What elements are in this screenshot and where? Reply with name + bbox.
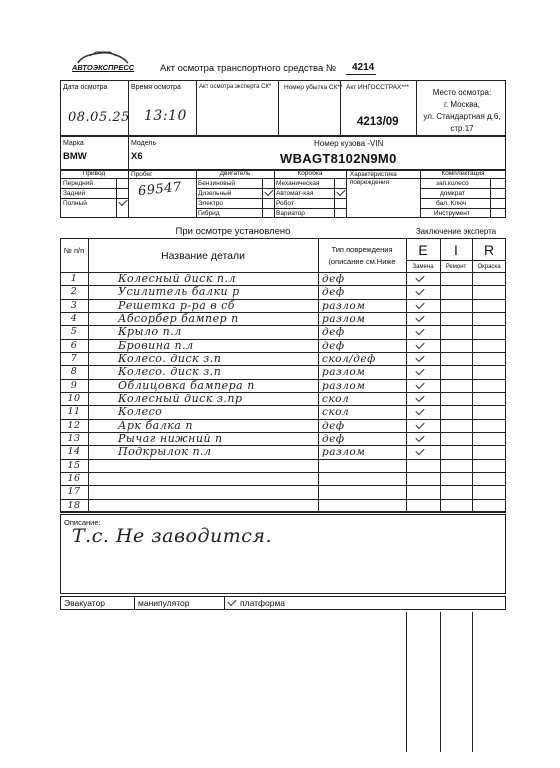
engine-header: Двигатель	[219, 170, 251, 177]
row-part-name: Решетка р-ра в сб	[118, 299, 236, 312]
place-line2: ул. Стандартная д.6,	[423, 112, 501, 121]
col-r-header: R	[483, 242, 495, 258]
row-number: 18	[67, 500, 81, 511]
gearbox-cvt: Вариатор	[276, 210, 305, 217]
row-damage-type: деф	[322, 340, 345, 352]
claim-label: Номер убытка СК**	[284, 84, 343, 91]
row-number: 16	[67, 473, 81, 484]
col-i-header: I	[454, 242, 458, 258]
engine-electric: Электро	[198, 200, 223, 207]
row-number: 12	[67, 420, 81, 431]
kit-spare: зап.колесо	[436, 180, 469, 187]
time-value: 13:10	[144, 108, 187, 124]
engine-petrol: Бензиновый	[198, 180, 236, 187]
row-damage-type: деф	[322, 273, 345, 285]
expert-act-label: Акт осмотра эксперта СК*	[199, 84, 272, 90]
gearbox-robot: Робот	[276, 200, 294, 207]
kit-tools: Инструмент	[434, 210, 470, 217]
row-number: 9	[70, 380, 78, 391]
drive-rear: Задний	[63, 190, 86, 197]
col-type-header: Тип повреждения (описание см.Ниже	[328, 245, 396, 266]
ingos-value: 4213/09	[357, 116, 399, 128]
row-damage-type: разлом	[322, 380, 366, 392]
description-label: Описание:	[64, 518, 101, 527]
place-line1: г. Москва,	[444, 100, 480, 109]
row-number: 8	[70, 366, 78, 377]
col-name-header: Название детали	[161, 250, 245, 262]
document-title: Акт осмотра транспортного средства №	[160, 63, 337, 74]
brand-value: BMW	[63, 151, 87, 162]
date-label: Дата осмотра	[63, 84, 108, 91]
row-part-name: Облицовка бампера п	[118, 379, 255, 392]
engine-hybrid: Гибрид	[198, 210, 220, 217]
row-part-name: Абсорбер бампер п	[118, 312, 239, 325]
gearbox-auto: Автомат-кая	[276, 190, 314, 197]
evacuator-label: Эвакуатор	[64, 598, 106, 608]
company-logo	[72, 48, 134, 74]
col-r-sub: Окраска	[477, 264, 501, 270]
vin-value: WBAGT8102N9M0	[280, 151, 397, 166]
row-damage-type: разлом	[322, 300, 366, 312]
kit-wrench: бал. Ключ	[436, 200, 467, 207]
damage-header: Характеристика повреждения	[350, 171, 397, 186]
kit-header: Комплектация	[441, 170, 485, 177]
model-label: Модель	[131, 140, 157, 147]
manipulator-label: манипулятор	[138, 598, 190, 608]
section-title: При осмотре установлено	[175, 226, 291, 237]
row-part-name: Колесо	[118, 405, 163, 418]
row-damage-type: разлом	[322, 446, 366, 458]
row-damage-type: деф	[322, 326, 345, 338]
drive-full: Полный	[63, 200, 87, 207]
document-number: 4214	[352, 62, 375, 73]
engine-diesel: Дизельный	[198, 190, 232, 197]
row-number: 2	[70, 286, 78, 297]
place-line3: стр.17	[450, 124, 474, 133]
row-damage-type: деф	[322, 433, 345, 445]
row-part-name: Усилитель балки р	[118, 285, 240, 298]
row-part-name: Подкрылок п.л	[118, 445, 212, 458]
row-number: 17	[67, 486, 81, 497]
logo-text: АВТОЭКСПРЕСС	[72, 63, 135, 72]
row-number: 3	[70, 300, 78, 311]
row-part-name: Колесный диск з.пр	[118, 392, 243, 405]
drive-front: Передний	[63, 180, 94, 187]
expert-conclusion-title: Заключение эксперта	[415, 227, 497, 236]
place-label: Место осмотра:	[432, 88, 492, 97]
row-number: 1	[70, 273, 78, 284]
date-value: 08.05.25	[68, 110, 130, 125]
row-part-name: Бровина п.л	[118, 339, 194, 352]
row-number: 10	[67, 393, 81, 404]
row-damage-type: скол/деф	[322, 353, 376, 365]
row-number: 6	[70, 340, 78, 351]
description-text: Т.с. Не заводится.	[72, 525, 273, 547]
row-number: 11	[67, 406, 81, 417]
row-part-name: Колесо. диск з.п	[118, 365, 222, 378]
row-number: 4	[70, 313, 78, 324]
gearbox-manual: Механическая	[276, 180, 320, 187]
row-part-name: Колесный диск п.л	[118, 272, 236, 285]
platform-label: платформа	[240, 598, 286, 608]
col-i-sub: Ремонт	[445, 264, 467, 270]
row-part-name: Крыло п.л	[118, 325, 182, 338]
mileage-value: 69547	[137, 179, 183, 200]
row-number: 5	[70, 326, 78, 337]
mileage-header: Пробег	[131, 171, 153, 178]
row-number: 15	[67, 460, 81, 471]
row-damage-type: разлом	[322, 366, 366, 378]
gearbox-header: Коробка	[297, 170, 323, 177]
row-damage-type: деф	[322, 286, 345, 298]
brand-label: Марка	[63, 140, 84, 147]
drive-header: Привод	[82, 170, 106, 177]
col-e-sub: Замена	[412, 264, 434, 270]
ingos-label: Акт ИНГОССТРАХ***	[346, 84, 409, 91]
row-damage-type: скол	[322, 393, 350, 405]
time-label: Время осмотра	[131, 84, 181, 91]
row-part-name: Рычаг нижний п	[118, 432, 223, 445]
col-number-header: № п/п	[63, 246, 85, 255]
row-number: 14	[67, 446, 81, 457]
row-damage-type: скол	[322, 406, 350, 418]
row-damage-type: деф	[322, 420, 345, 432]
col-e-header: E	[418, 242, 428, 258]
row-number: 13	[67, 433, 81, 444]
model-value: X6	[131, 151, 143, 162]
vin-label: Номер кузова -VIN	[314, 139, 384, 148]
row-part-name: Арк балка п	[118, 419, 193, 432]
row-number: 7	[70, 353, 78, 364]
kit-jack: домкрат	[440, 190, 465, 197]
row-part-name: Колесо. диск з.п	[118, 352, 222, 365]
row-damage-type: разлом	[322, 313, 366, 325]
